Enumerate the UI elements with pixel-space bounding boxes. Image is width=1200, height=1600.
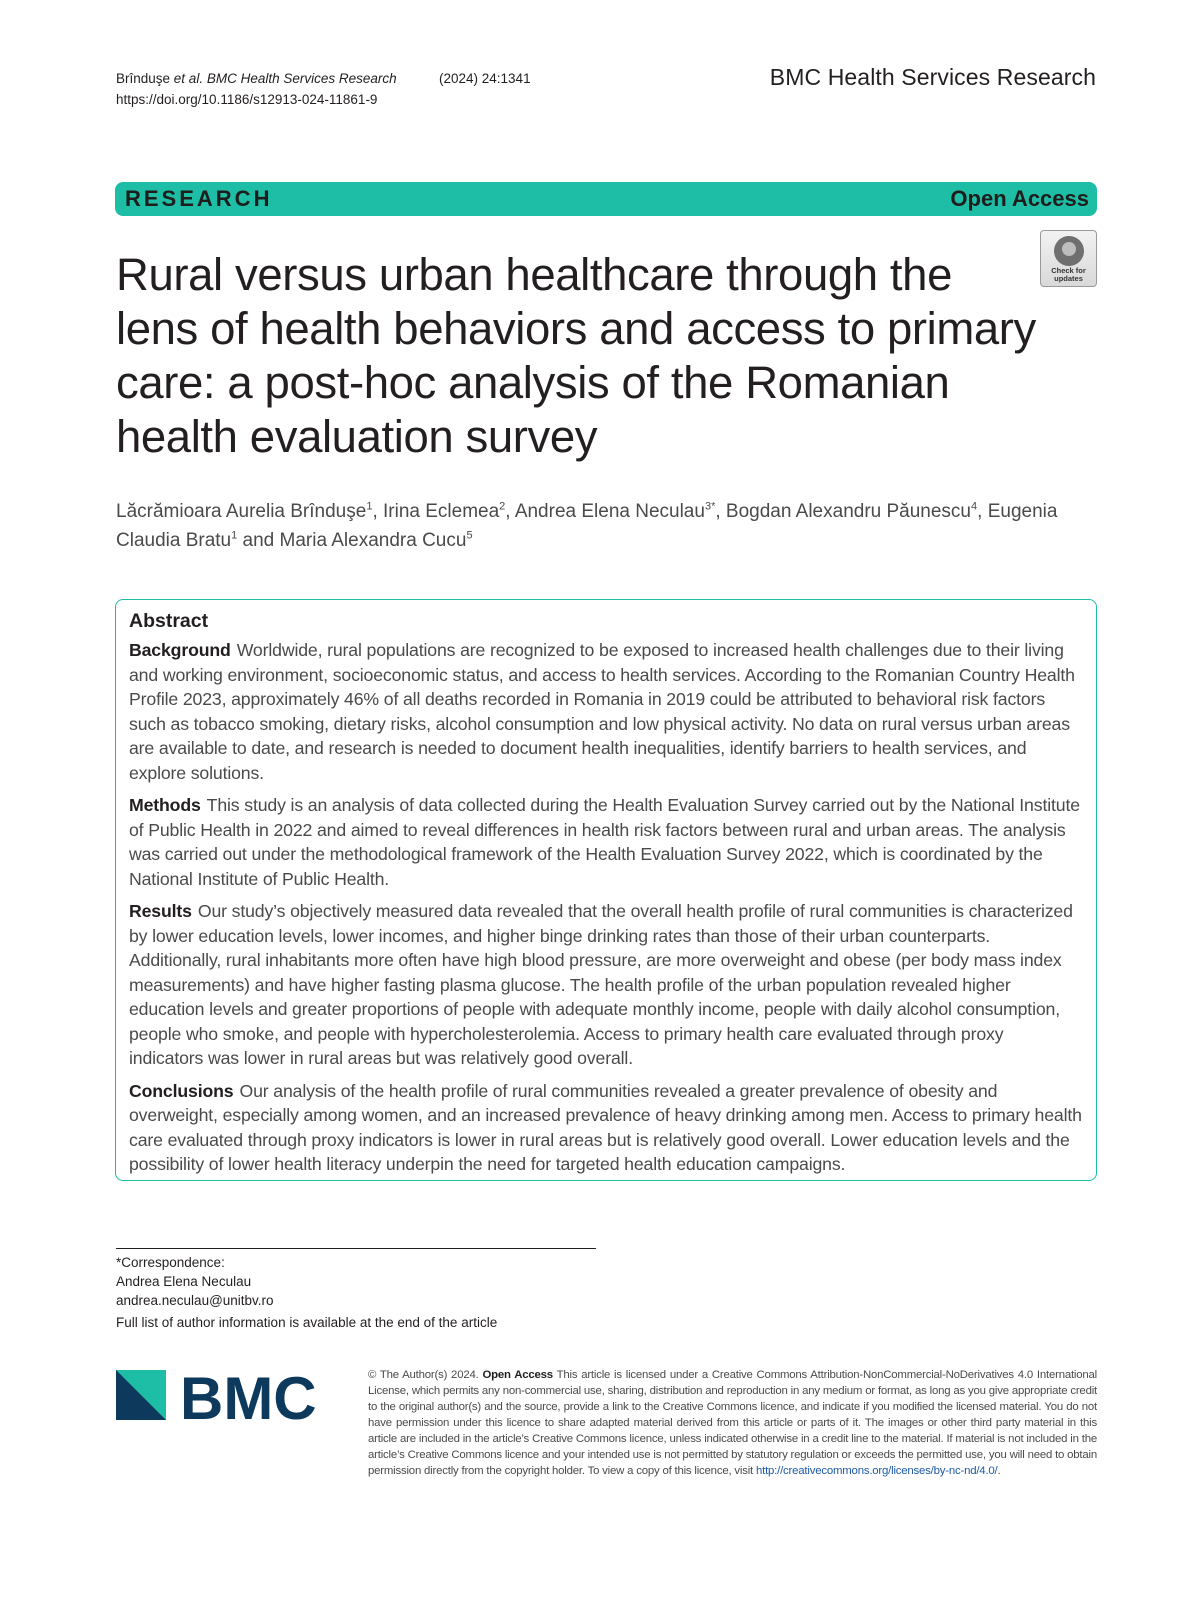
citation-line bbox=[116, 68, 439, 89]
citation-authors: Brînduşe bbox=[116, 71, 174, 86]
conclusions-label: Conclusions bbox=[129, 1080, 234, 1101]
updates-label-line1: Check for bbox=[1051, 266, 1086, 275]
license-statement bbox=[368, 1367, 1097, 1479]
bmc-logo bbox=[116, 1370, 341, 1430]
abstract-methods bbox=[129, 793, 1082, 891]
correspondence bbox=[116, 1253, 274, 1310]
author: Bogdan Alexandru Păunescu$^4$, bbox=[725, 500, 988, 522]
citation-etal: et al. bbox=[173, 71, 204, 86]
author: Irina Eclemea$^2$, bbox=[383, 500, 515, 522]
author-info-note: Full list of author information is available at the end of the article bbox=[116, 1315, 498, 1330]
section-label: RESEARCH bbox=[125, 186, 273, 211]
updates-label-line2: updates bbox=[1054, 274, 1083, 283]
citation-year-volume: (2024) 24:1341 bbox=[439, 71, 531, 86]
abstract-conclusions bbox=[129, 1079, 1082, 1177]
author: Maria Alexandra Cucu$^5$ bbox=[279, 529, 473, 551]
license-open-access: Open Access bbox=[482, 1369, 553, 1381]
correspondence-name: Andrea Elena Neculau bbox=[116, 1274, 252, 1289]
results-text: Our study’s objectively measured data revealed that the overall health profile of rural communities is characterized by lower education levels, lower incomes, and higher binge drinking rates than those of their urban counterparts. Additionally, rural inhabitants more often have high blood pressure, are more overweight and obese (per body mass index measurements) and have higher fasting plasma glucose. The health profile of the urban population revealed higher education levels and greater proportions of people with adequate monthly income, people with daily alcohol consumption, people who smoke, and people with hypercholesterolemia. Access to primary health care evaluated through proxy indicators was lower in rural areas but was relatively good overall. bbox=[129, 901, 1073, 1068]
license-link[interactable]: http://creativecommons.org/licenses/by-nc-nd/4.0/ bbox=[755, 1465, 998, 1477]
check-for-updates-badge[interactable] bbox=[1040, 230, 1097, 287]
article-title: Rural versus urban healthcare through the lens of health behaviors and access to primary care: a post-hoc analysis of the Romanian health evaluation survey bbox=[116, 249, 1036, 462]
bmc-logo-text: BMC bbox=[180, 1370, 317, 1430]
background-text: Worldwide, rural populations are recognized to be exposed to increased health challenges due to their living and working environment, socioeconomic status, and access to health services. According to the Romanian Country Health Profile 2023, approximately 46% of all deaths recorded in Romania in 2019 could be attributed to behavioral risk factors such as tobacco smoking, dietary risks, alcohol consumption and low physical activity. No data on rural versus urban areas are available to date, and research is needed to document health inequalities, identify barriers to health services, and explore solutions. bbox=[129, 640, 1075, 783]
abstract-results bbox=[129, 899, 1082, 1071]
journal-name: BMC Health Services Research bbox=[769, 64, 1096, 90]
abstract-background bbox=[129, 638, 1082, 785]
abstract-box bbox=[115, 599, 1097, 1181]
license-text: This article is licensed under a Creative Commons Attribution-NonCommercial-NoDerivatives 4.0 International License, which permits any non-commercial use, sharing, distribution and reproduction in any medium or format, as long as you give appropriate credit to the original author(s) and the source, provide a link to the Creative Commons licence, and indicate if you modified the licensed material. You do not have permission under this licence to share adapted material derived from this article or parts of it. The images or other third party material in this article are included in the article’s Creative Commons licence, unless indicated otherwise in a credit line to the material. If material is not included in the article’s Creative Commons licence and your intended use is not permitted by statutory regulation or exceeds the permitted use, you will need to obtain permission directly from the copyright holder. To view a copy of this licence, visit bbox=[368, 1369, 1097, 1477]
background-label: Background bbox=[129, 640, 231, 660]
author: Eugenia Claudia Bratu$^1$ and bbox=[116, 501, 1058, 551]
author: Andrea Elena Neculau$^{3*}$, bbox=[514, 500, 726, 522]
author: Lăcrămioara Aurelia Brînduşe$^1$, bbox=[116, 500, 383, 522]
author-list bbox=[116, 497, 1076, 555]
footnote-rule bbox=[116, 1248, 596, 1249]
license-period: . bbox=[997, 1465, 1001, 1477]
results-label: Results bbox=[129, 901, 192, 921]
doi-link[interactable]: https://doi.org/10.1186/s12913-024-11861-9 bbox=[116, 92, 378, 107]
license-copyright: © The Author(s) 2024. bbox=[368, 1369, 479, 1381]
section-band bbox=[115, 182, 1097, 216]
methods-label: Methods bbox=[129, 795, 201, 815]
conclusions-text: Our analysis of the health profile of rural communities revealed a greater prevalence of obesity and overweight, especially among women, and an increased prevalence of heavy drinking among men. Access to primary health care evaluated through proxy indicators is lower in rural areas but is relatively good overall. Lower education levels and the possibility of lower health literacy underpin the need for targeted health education campaigns. bbox=[129, 1080, 1082, 1174]
abstract-heading: Abstract bbox=[129, 610, 209, 632]
citation-journal: BMC Health Services Research bbox=[206, 71, 397, 86]
citation-header bbox=[116, 68, 531, 110]
correspondence-label: *Correspondence: bbox=[116, 1255, 225, 1270]
open-access-label: Open Access bbox=[950, 186, 1089, 211]
updates-icon bbox=[1054, 236, 1084, 266]
correspondence-email[interactable]: andrea.neculau@unitbv.ro bbox=[116, 1293, 274, 1308]
methods-text: This study is an analysis of data collected during the Health Evaluation Survey carried out by the National Institute of Public Health in 2022 and aimed to reveal differences in health risk factors between rural and urban areas. The analysis was carried out under the methodological framework of the Health Evaluation Survey 2022, which is coordinated by the National Institute of Public Health. bbox=[129, 795, 1080, 889]
